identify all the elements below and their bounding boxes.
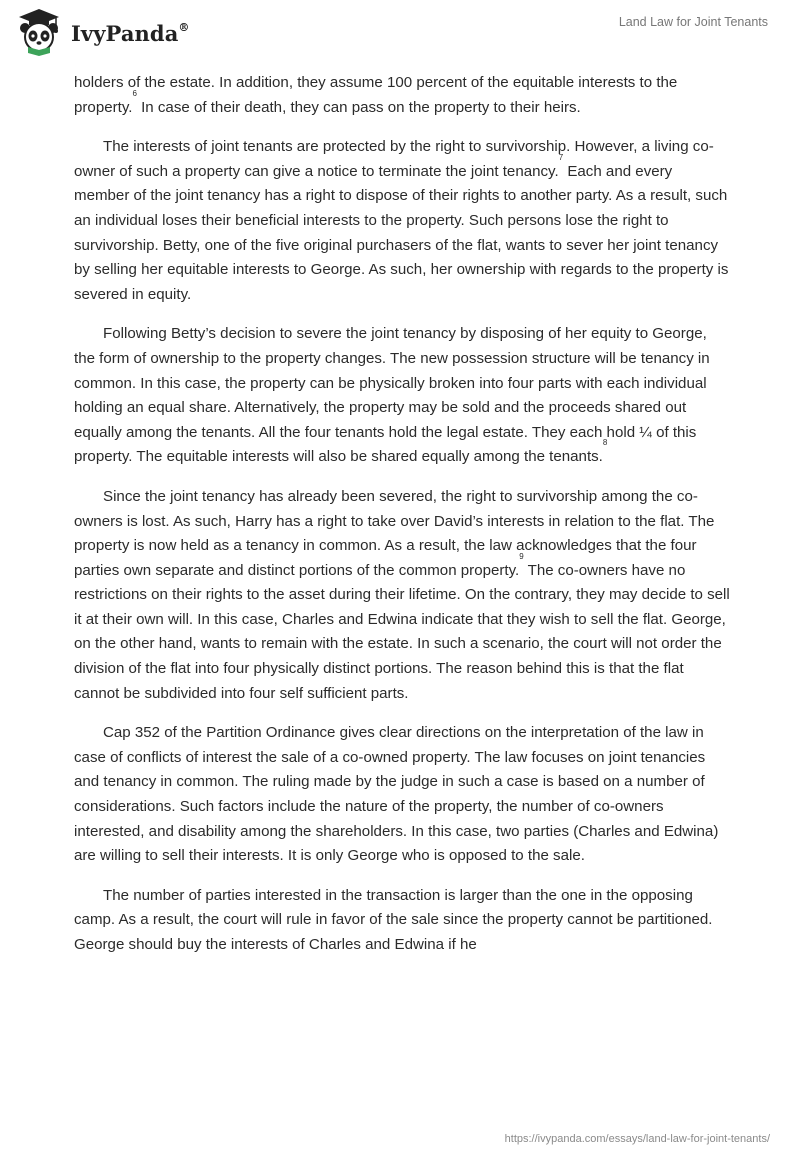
paragraph-text: holders of the estate. In addition, they assume 100 percent of the equitable interests to the property. xyxy=(74,74,678,116)
page-header xyxy=(0,0,800,66)
paragraph-text: In case of their death, they can pass on the property to their heirs. xyxy=(136,98,581,116)
essay-body xyxy=(74,71,730,973)
paragraph-text: Following Betty’s decision to severe the joint tenancy by disposing of her equity to George, the form of ownership to the property changes. The new possession structure will be tenancy in common. In this case, the property can be physically broken into four parts with each individual holding an equal share. Alternatively, the property may be sold and the proceeds shared out equally among the tenants. All the four tenants hold the legal estate. They each hold ¼ of this property. The equitable interests will also be shared equally among the tenants. xyxy=(74,325,710,466)
brand-name: IvyPanda® xyxy=(71,20,190,46)
registered-mark: ® xyxy=(178,20,190,34)
body-paragraph xyxy=(74,135,730,307)
body-paragraph xyxy=(74,884,730,958)
footnote-marker[interactable]: 7 xyxy=(558,152,564,162)
document-title: Land Law for Joint Tenants xyxy=(618,15,768,29)
footnote-marker[interactable]: 9 xyxy=(519,551,524,561)
paragraph-text: The interests of joint tenants are protected by the right to survivorship. However, a living co-owner of such a property can give a notice to terminate the joint tenancy. xyxy=(74,138,714,180)
source-url[interactable]: https://ivypanda.com/essays/land-law-for-joint-tenants/ xyxy=(504,1133,770,1145)
paragraph-text: Each and every member of the joint tenancy has a right to dispose of their rights to another party. As a result, such an individual loses their beneficial interests to the property. Such persons lose the right to survivorship. Betty, one of the five original purchasers of the flat, wants to sever her joint tenancy by selling her equitable interests to George. As such, her ownership with regards to the property is severed in equity. xyxy=(74,162,729,303)
body-paragraph xyxy=(74,322,730,470)
brand-logo[interactable] xyxy=(14,8,190,58)
paragraph-text: The co-owners have no restrictions on their rights to the asset during their lifetime. On the contrary, they may decide to sell it at their own will. In this case, Charles and Edwina indicate that they wish to sell the flat. George, on the other hand, wants to remain with the estate. In such a scenario, the court will not order the division of the flat into four physically distinct portions. The reason behind this is that the flat cannot be subdivided into four self sufficient parts. xyxy=(74,561,730,702)
body-paragraph xyxy=(74,721,730,869)
paragraph-text: Cap 352 of the Partition Ordinance gives clear directions on the interpretation of the law in case of conflicts of interest the sale of a co-owned property. The law focuses on joint tenancies and tenancy in common. The ruling made by the judge in such a case is based on a number of considerations. Such factors include the nature of the property, the number of co-owners interested, and disability among the shareholders. In this case, two parties (Charles and Edwina) are willing to sell their interests. It is only George who is opposed to the sale. xyxy=(74,724,719,865)
body-paragraph xyxy=(74,485,730,706)
footnote-marker[interactable]: 6 xyxy=(132,88,137,98)
paragraph-text: The number of parties interested in the transaction is larger than the one in the opposing camp. As a result, the court will rule in favor of the sale since the property cannot be partitioned. George should buy the interests of Charles and Edwina if he xyxy=(74,886,713,953)
body-paragraph xyxy=(74,71,730,120)
footnote-marker[interactable]: 8 xyxy=(602,438,608,448)
paragraph-text: Since the joint tenancy has already been severed, the right to survivorship among the co-owners is lost. As such, Harry has a right to take over David’s interests in relation to the flat. The property is now held as a tenancy in common. As a result, the law acknowledges that the four parties own separate and distinct portions of the common property. xyxy=(74,487,715,579)
panda-graduate-icon xyxy=(14,6,64,61)
